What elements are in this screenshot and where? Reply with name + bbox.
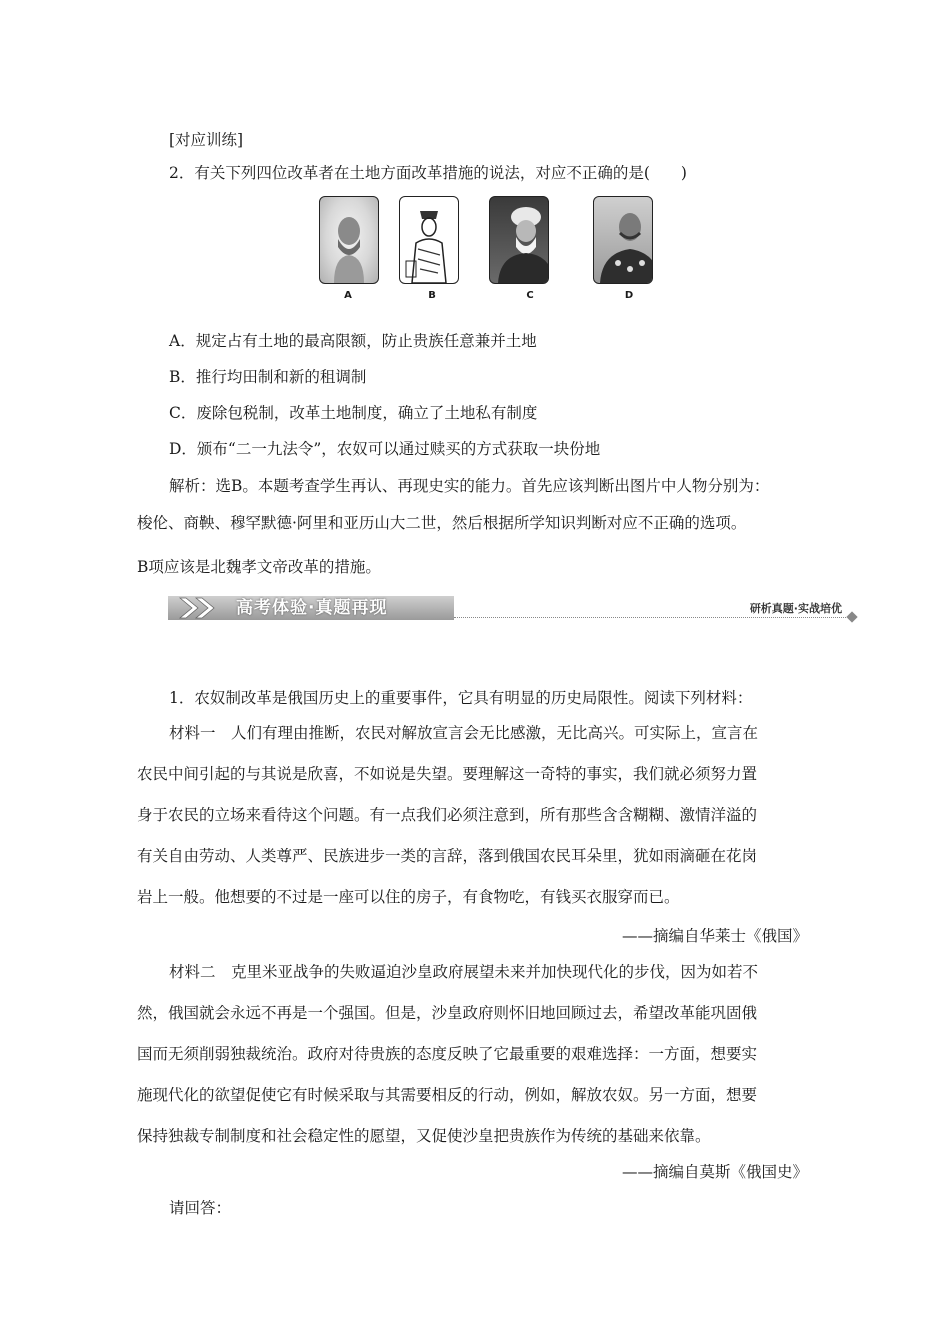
material-2-line: 国而无须削弱独裁统治。政府对待贵族的态度反映了它最重要的艰难选择：一方面，想要实 bbox=[137, 1045, 758, 1063]
banner-bar bbox=[168, 596, 454, 620]
option-a: A．规定占有土地的最高限额，防止贵族任意兼并土地 bbox=[169, 332, 537, 350]
portrait-shang-yang-image bbox=[399, 196, 459, 284]
material-1-line: 岩上一般。他想要的不过是一座可以住的房子，有食物吃，有钱买衣服穿而已。 bbox=[137, 888, 680, 906]
material-1-line: 农民中间引起的与其说是欣喜，不如说是失望。要理解这一奇特的事实，我们就必须努力置 bbox=[137, 765, 758, 783]
analysis-line: 梭伦、商鞅、穆罕默德·阿里和亚历山大二世，然后根据所学知识判断对应不正确的选项。 bbox=[137, 514, 747, 532]
material-2-line: 材料二 克里米亚战争的失败逼迫沙皇政府展望未来并加快现代化的步伐，因为如若不 bbox=[169, 963, 759, 981]
image-label-d: D bbox=[624, 290, 634, 301]
question-2-stem: 2．有关下列四位改革者在土地方面改革措施的说法，对应不正确的是( ) bbox=[169, 164, 687, 182]
material-2-line: 保持独裁专制制度和社会稳定性的愿望，又促使沙皇把贵族作为传统的基础来依靠。 bbox=[137, 1127, 711, 1145]
section-label: [对应训练] bbox=[169, 131, 244, 149]
image-label-a: A bbox=[344, 290, 352, 301]
answer-prompt: 请回答： bbox=[169, 1199, 232, 1217]
option-d: D．颁布“二一九法令”，农奴可以通过赎买的方式获取一块份地 bbox=[169, 440, 601, 458]
banner-subtitle: 研析真题·实战培优 bbox=[749, 602, 842, 615]
section-banner bbox=[168, 596, 856, 622]
banner-divider bbox=[454, 617, 846, 618]
image-label-c: C bbox=[526, 290, 534, 301]
material-1-line: 材料一 人们有理由推断，农民对解放宣言会无比感激，无比高兴。可实际上，宣言在 bbox=[169, 724, 759, 742]
material-1-line: 有关自由劳动、人类尊严、民族进步一类的言辞，落到俄国农民耳朵里，犹如雨滴砸在花岗 bbox=[137, 847, 758, 865]
source-1: ——摘编自华莱士《俄国》 bbox=[621, 927, 808, 945]
option-c: C．废除包税制，改革土地制度，确立了土地私有制度 bbox=[169, 404, 538, 422]
material-2-line: 施现代化的欲望促使它有时候采取与其需要相反的行动，例如，解放农奴。另一方面，想要 bbox=[137, 1086, 758, 1104]
chevrons-icon bbox=[174, 596, 234, 620]
option-b: B．推行均田制和新的租调制 bbox=[169, 368, 367, 386]
analysis-line: B项应该是北魏孝文帝改革的措施。 bbox=[137, 558, 381, 576]
diamond-icon bbox=[846, 611, 857, 622]
image-label-b: B bbox=[428, 290, 436, 301]
question-1-stem: 1．农奴制改革是俄国历史上的重要事件，它具有明显的历史局限性。阅读下列材料： bbox=[169, 689, 753, 707]
portrait-solon-image bbox=[319, 196, 379, 284]
portrait-muhammad-ali-image bbox=[489, 196, 549, 284]
banner-title: 高考体验·真题再现 bbox=[236, 598, 388, 618]
material-1-line: 身于农民的立场来看待这个问题。有一点我们必须注意到，所有那些含含糊糊、激情洋溢的 bbox=[137, 806, 758, 824]
portrait-alexander-ii-image bbox=[593, 196, 653, 284]
analysis-line: 解析：选B。本题考查学生再认、再现史实的能力。首先应该判断出图片中人物分别为： bbox=[169, 477, 770, 495]
source-2: ——摘编自莫斯《俄国史》 bbox=[621, 1163, 808, 1181]
material-2-line: 然，俄国就会永远不再是一个强国。但是，沙皇政府则怀旧地回顾过去，希望改革能巩固俄 bbox=[137, 1004, 758, 1022]
